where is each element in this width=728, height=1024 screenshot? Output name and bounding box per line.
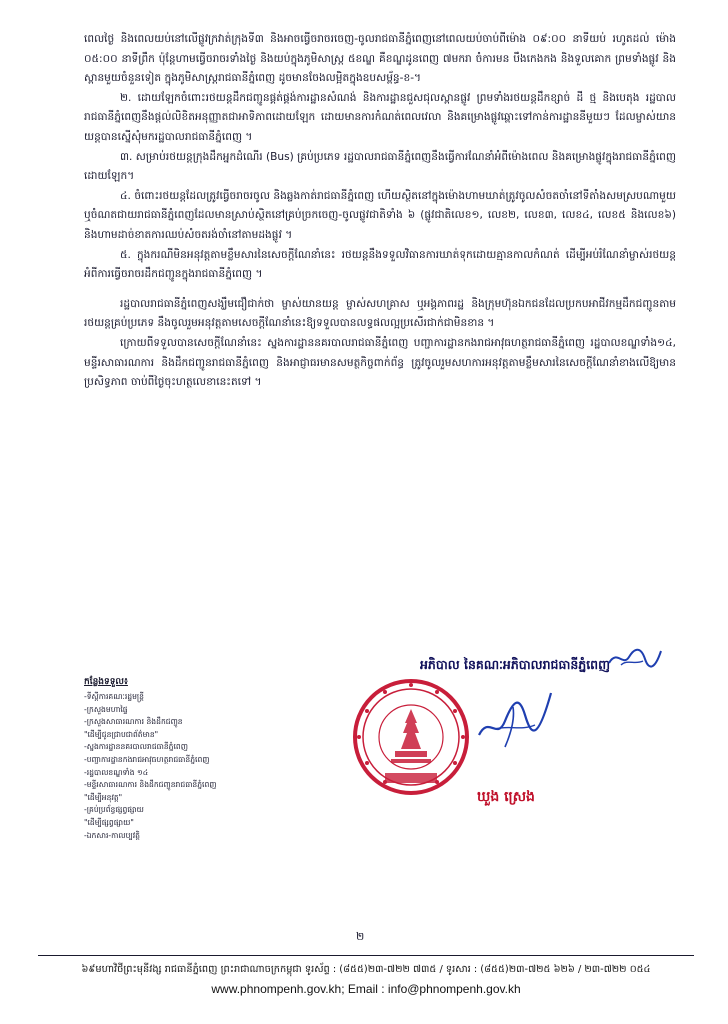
list-item: -មន្ទីរសាធារណការ និងដឹកជញ្ជូនរាជធានីភ្នំពេញ	[84, 780, 217, 790]
official-seal-icon	[351, 677, 471, 797]
page-number: ២	[356, 930, 365, 943]
paragraph-item-4: ៤. ចំពោះរថយន្តដែលត្រូវធ្វើចរាចរចូល និងឆ្លងកាត់រាជធានីភ្នំពេញ ហើយស្ថិតនៅក្នុងម៉ោងហាមឃាត់ត្រូវចូលសំចតចាំនៅទីតាំងសមស្របណាមួយ ឬចំណតជាយរាជធានីភ្នំពេញដែលមានស្រាប់ស្ថិតនៅគ្រប់ច្រកចេញ-ចូលផ្លូវជាតិទាំង ៦ (ផ្លូវជាតិលេខ១, លេខ២, លេខ៣, លេខ៤, លេខ៥ និងលេខ៦) និងហាមដាច់ខាតការឈប់សំចតរង់ចាំនៅតាមដងផ្លូវ ។	[84, 189, 676, 241]
list-item: -ទីស្តីការគណៈរដ្ឋមន្ត្រី	[84, 692, 144, 701]
list-item: "ដើម្បីជូនជ្រាបជាព័ត៌មាន"	[84, 729, 159, 739]
footer-divider	[38, 955, 694, 956]
list-item: "ដើម្បីផ្សព្វផ្សាយ"	[84, 817, 134, 827]
signature-block	[335, 657, 695, 805]
signatory-name: ឃួង ស្រេង	[477, 789, 535, 805]
list-item: "ដើម្បីអនុវត្ត"	[84, 792, 123, 802]
initial-scribble-icon	[607, 645, 663, 671]
paragraph-closing-instruction: ក្រោយពីទទួលបានសេចក្តីណែនាំនេះ ស្នងការដ្ឋាននគរបាលរាជធានីភ្នំពេញ បញ្ជាការដ្ឋានកងរាជអាវុធហត្ថរាជធានីភ្នំពេញ រដ្ឋបាលខណ្ឌទាំង១៤, មន្ទីរសាធារណការ និងដឹកជញ្ជូនរាជធានីភ្នំពេញ និងអាជ្ញាធរមានសមត្ថកិច្ចពាក់ព័ន្ធ ត្រូវចូលរួមសហការអនុវត្តតាមខ្លឹមសារនៃសេចក្តីណែនាំខាងលើឱ្យមានប្រសិទ្ធភាព ចាប់ពីថ្ងៃចុះហត្ថលេខានេះតទៅ ។	[84, 336, 676, 389]
signatory-title: អភិបាល នៃគណៈអភិបាលរាជធានីភ្នំពេញ	[419, 657, 611, 672]
recipients-heading: កន្លែងទទួល៖	[84, 677, 128, 687]
spacer	[84, 285, 676, 295]
paragraph-item-5: ៥. ក្នុងករណីមិនអនុវត្តតាមខ្លឹមសារនៃសេចក្តីណែនាំនេះ រថយន្តនឹងទទួលវិធានការឃាត់ទុកដោយគ្មានកាលកំណត់ ដើម្បីអប់រំណែនាំម្ចាស់រថយន្តអំពីការធ្វើចរាចរដឹកជញ្ជូនក្នុងរាជធានីភ្នំពេញ ។	[84, 248, 676, 281]
handwritten-signature-icon	[475, 685, 555, 755]
document-body	[84, 30, 676, 393]
footer-address: ៦៩មហាវិថីព្រះមុនីវង្ស រាជធានីភ្នំពេញ ព្រះរាជាណាចក្រកម្ពុជា ទូរស័ព្ទ : (៨៥៥)២៣-៧២២ ៧៣៥ / ទូរសារ : (៨៥៥)២៣-៧២៥ ៦២៦ / ២៣-៧២២ ០៥៤	[81, 964, 651, 975]
list-item: -បញ្ជាការដ្ឋានកងរាជអាវុធហត្ថរាជធានីភ្នំពេញ	[84, 754, 210, 764]
list-item: -ស្នងការដ្ឋាននគរបាលរាជធានីភ្នំពេញ	[84, 742, 188, 752]
recipients-list	[84, 676, 324, 842]
list-item: -ក្រសួងសាធារណការ និងដឹកជញ្ជូន	[84, 717, 183, 727]
list-item: -គ្រប់ប្រព័ន្ធផ្សព្វផ្សាយ	[84, 805, 144, 815]
list-item: -ឯកសារ-កាលប្បវត្តិ	[84, 830, 140, 840]
paragraph-item-3: ៣. សម្រាប់រថយន្តក្រុងដឹកអ្នកដំណើរ (Bus) គ្រប់ប្រភេទ រដ្ឋបាលរាជធានីភ្នំពេញនឹងធ្វើការណែនាំអំពីម៉ោងពេល និងគម្រោងផ្លូវក្នុងរាជធានីភ្នំពេញដោយឡែក។	[84, 150, 676, 183]
footer-website-email[interactable]: www.phnompenh.gov.kh; Email : info@phnompenh.gov.kh	[211, 982, 521, 996]
list-item: -ក្រសួងមហាផ្ទៃ	[84, 704, 128, 714]
paragraph-item-2: ២. ដោយឡែកចំពោះរថយន្តដឹកជញ្ជូនផ្គត់ផ្គង់ការដ្ឋានសំណង់ និងការដ្ឋានជួសជុលស្ពានផ្លូវ ព្រមទាំងរថយន្តដឹកខ្សាច់ ដី ថ្ម និងបេតុង រដ្ឋបាលរាជធានីភ្នំពេញនឹងផ្តល់លិខិតអនុញ្ញាតជាអាទិភាពដោយឡែក ដោយមានការកំណត់ពេលវេលា និងគម្រោងផ្លូវឆ្ពោះទៅកាន់ការដ្ឋាននីមួយៗ ដែលម្ចាស់យានយន្តបានស្នើសុំមករដ្ឋបាលរាជធានីភ្នំពេញ ។	[84, 91, 676, 143]
paragraph-closing-hope: រដ្ឋបាលរាជធានីភ្នំពេញសង្ឃឹមជឿជាក់ថា ម្ចាស់យានយន្ត ម្ចាស់សហគ្រាស ឬអង្គភាពរដ្ឋ និងក្រុមហ៊ុនឯកជនដែលប្រកបអាជីវកម្មដឹកជញ្ជូនតាមរថយន្តគ្រប់ប្រភេទ នឹងចូលរួមអនុវត្តតាមសេចក្តីណែនាំនេះឱ្យទទួលបានលទ្ធផលល្អប្រសើរជាក់ជាមិនខាន ។	[84, 297, 676, 330]
paragraph-continuation: ពេលថ្ងៃ និងពេលយប់នៅលើផ្លូវក្រវាត់ក្រុងទី៣ និងអាចធ្វើចរាចរចេញ-ចូលរាជធានីភ្នំពេញនៅពេលយប់ចាប់ពីម៉ោង ០៩:០០ នាទីយប់ រហូតដល់ ម៉ោង ០៥:០០ នាទីព្រឹក ប៉ុន្តែហាមធ្វើចរាចរទាំងថ្ងៃ និងយប់ក្នុងភូមិសាស្ត្រ ៥ខណ្ឌ គឺខណ្ឌដូនពេញ ៧មករា ចំការមន បឹងកេងកង និងទួលគោក ព្រមទាំងផ្លូវ និងស្ពានមួយចំនួនទៀត ក្នុងភូមិសាស្ត្ររាជធានីភ្នំពេញ ដូចមានចែងលម្អិតក្នុងឧបសម្ព័ន្ធ-ខ-។	[84, 33, 676, 85]
list-item: -រដ្ឋបាលខណ្ឌទាំង ១៤	[84, 767, 149, 777]
